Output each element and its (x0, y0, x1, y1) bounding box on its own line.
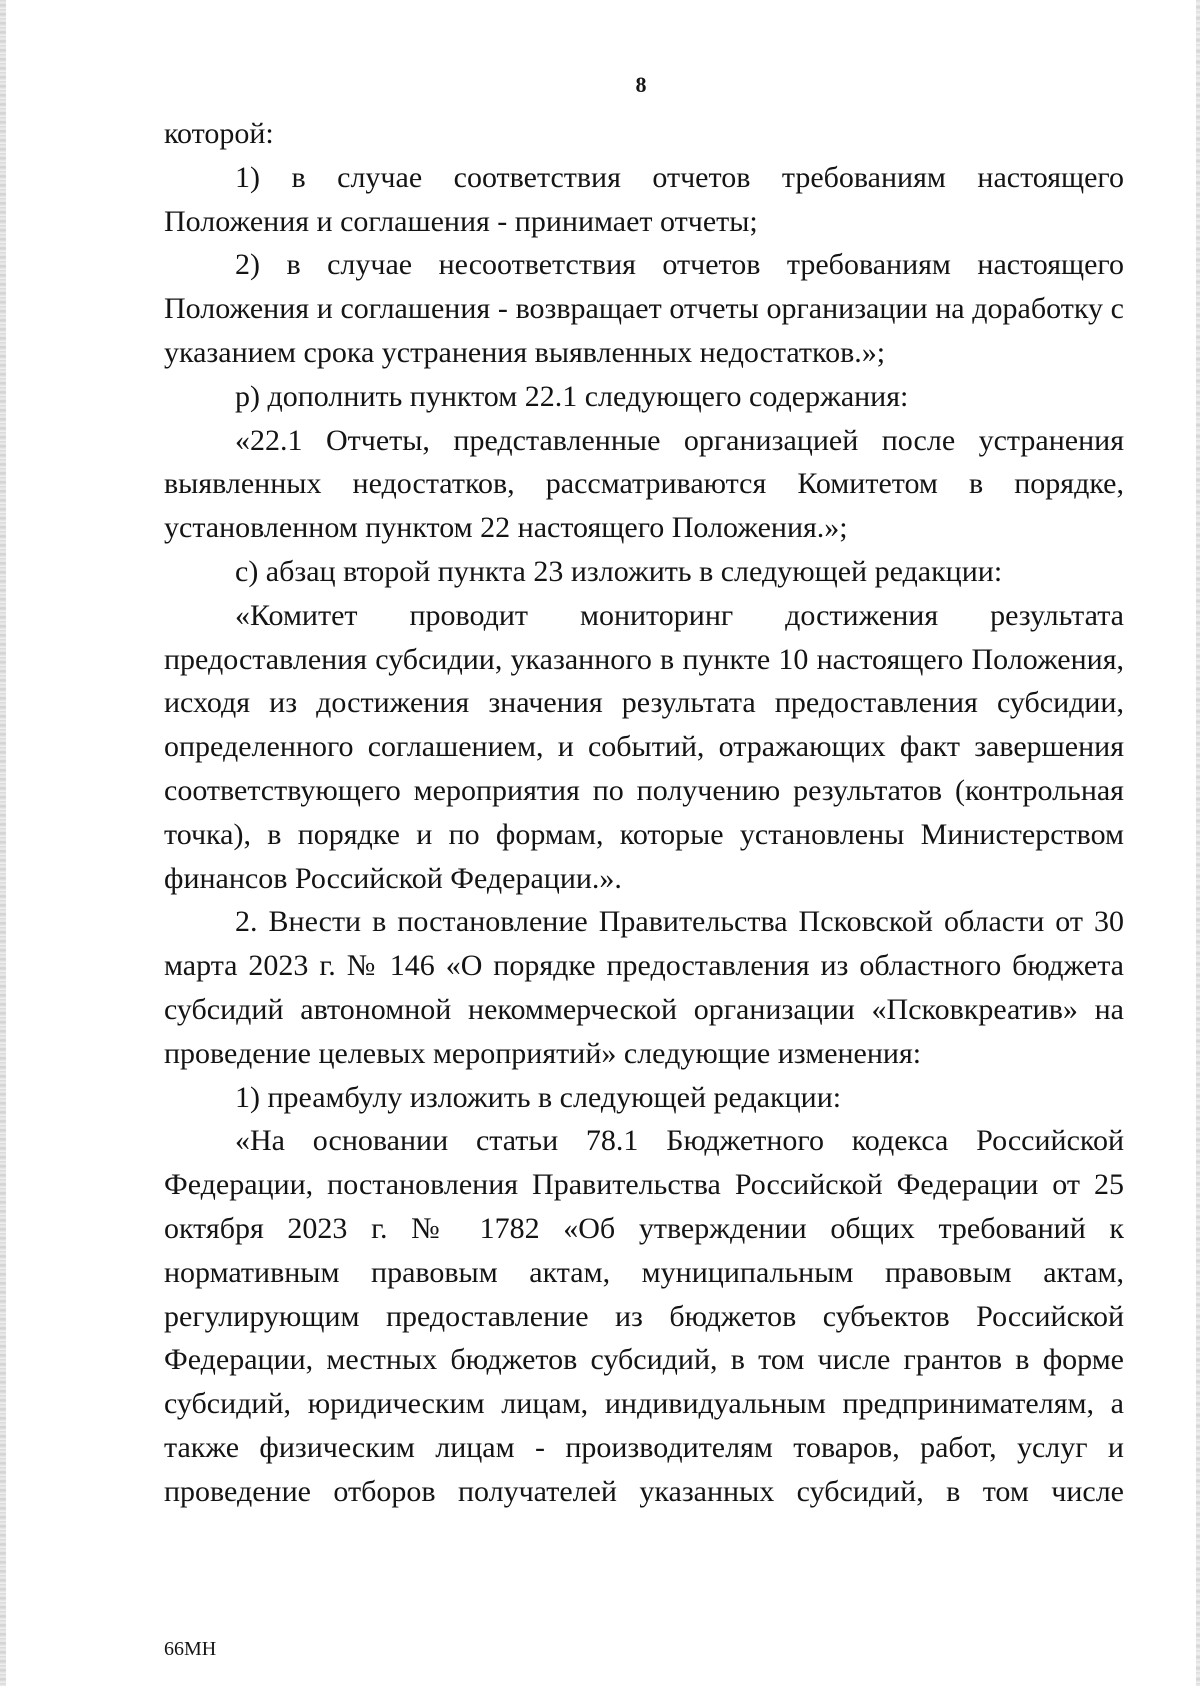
paragraph-amendment-r: р) дополнить пунктом 22.1 следующего содержания: (235, 379, 909, 413)
footer-document-code: 66МН (164, 1638, 217, 1660)
scan-edge-left (0, 0, 6, 1686)
paragraph-section-2: 2. Внести в постановление Правительства Псковской области от 30 марта 2023 г. № 146 «О порядке предоставления из областного бюджета субсидий автономной некоммерческой организации «Псковкреатив» на проведение целевых мероприятий» следующие изменения: (164, 905, 1124, 1070)
paragraph-continuation: которой: (164, 117, 274, 150)
scan-edge-right (1196, 0, 1200, 1686)
document-body (164, 112, 1124, 1514)
paragraph-monitoring: «Комитет проводит мониторинг достижения результата предоставления субсидии, указанного в пункте 10 настоящего Положения, исходя из достижения значения результата предоставления субсидии, определенного соглашением, и событий, отражающих факт завершения соответствующего мероприятия по получению результатов (контрольная точка), в порядке и по формам, которые установлены Министерством финансов Российской Федерации.». (164, 598, 1124, 895)
paragraph-clause-22-1: «22.1 Отчеты, представленные организацией после устранения выявленных недостатков, рассматриваются Комитетом в порядке, установленном пунктом 22 настоящего Положения.»; (164, 423, 1124, 545)
paragraph-item-2-return: 2) в случае несоответствия отчетов требованиям настоящего Положения и соглашения - возвращает отчеты организации на доработку с указанием срока устранения выявленных недостатков.»; (164, 248, 1124, 369)
paragraph-item-1-accept: 1) в случае соответствия отчетов требованиям настоящего Положения и соглашения - принимает отчеты; (164, 160, 1124, 238)
paragraph-preamble-instruction: 1) преамбулу изложить в следующей редакции: (235, 1080, 842, 1114)
paragraph-preamble-text: «На основании статьи 78.1 Бюджетного кодекса Российской Федерации, постановления Правительства Российской Федерации от 25 октября 2023 г. № 1782 «Об утверждении общих требований к нормативным правовым актам, муниципальным правовым актам, регулирующим предоставление из бюджетов субъектов Российской Федерации, местных бюджетов субсидий, в том числе грантов в форме субсидий, юридическим лицам, индивидуальным предпринимателям, а также физическим лицам - производителям товаров, работ, услуг и проведение отборов получателей указанных субсидий, в том числе (164, 1124, 1124, 1508)
paragraph-amendment-s: с) абзац второй пункта 23 изложить в следующей редакции: (235, 554, 1003, 588)
page-number: 8 (635, 72, 647, 97)
